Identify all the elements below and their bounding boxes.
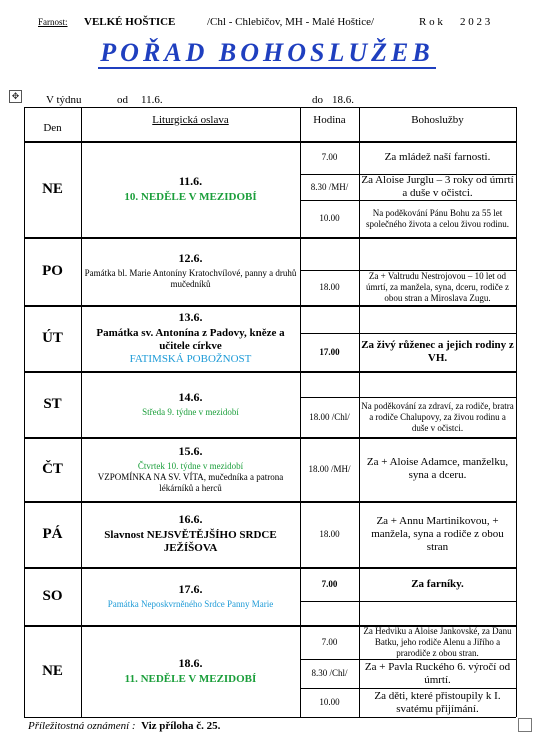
liturgy-date: 14.6. xyxy=(178,389,203,404)
mass-time: 18.00 /Chl/ xyxy=(309,411,350,422)
mass-intention: Za + Annu Martinikovou, + manžela, syna a rodiče z obou stran xyxy=(371,514,504,553)
mass-time: 18.00 xyxy=(319,528,340,539)
liturgy-text: Středa 9. týdne v mezidobí xyxy=(142,406,239,417)
mass-intention xyxy=(359,237,516,270)
mass-intention: Za děti, které přistoupily k I. svatému přijímání. xyxy=(374,689,501,715)
table-border xyxy=(516,371,517,437)
table-border xyxy=(516,625,517,717)
mass-intention xyxy=(359,371,516,397)
day-label: NE xyxy=(42,662,63,679)
column-header-hour: Hodina xyxy=(313,113,346,126)
mass-time: 7.00 xyxy=(321,152,338,162)
mass-time: 18.00 xyxy=(319,282,340,292)
liturgy-text: Slavnost NEJSVĚTĚJŠÍHO SRDCE JEŽÍŠOVA xyxy=(104,529,277,554)
liturgy-cell xyxy=(81,237,300,305)
mass-time: 10.00 xyxy=(319,213,340,223)
table-border xyxy=(24,717,516,718)
liturgy-text: Památka bl. Marie Antoníny Kratochvílové, panny a druhů mučedníků xyxy=(84,268,297,289)
day-label: SO xyxy=(42,587,63,604)
mass-time xyxy=(300,237,359,270)
liturgy-date: 16.6. xyxy=(178,512,203,526)
mass-intention: Za + Aloise Adamce, manželku, syna a dceru. xyxy=(366,456,509,481)
move-handle-icon[interactable]: ✥ xyxy=(9,90,22,103)
week-from-label: od xyxy=(117,94,128,106)
liturgy-cell xyxy=(81,141,300,237)
parish-label: Farnost: xyxy=(38,17,68,27)
year-label: R o k xyxy=(419,16,443,28)
table-border xyxy=(516,567,517,625)
mass-intention xyxy=(359,601,516,625)
column-header-liturgy: Liturgická oslava xyxy=(152,113,229,126)
table-border xyxy=(516,501,517,567)
mass-intention: Za Aloise Jurglu – 3 roky od úmrtí a duše v očistci. xyxy=(361,174,514,199)
mass-intention: Za farníky. xyxy=(411,577,464,590)
mass-time xyxy=(300,601,359,625)
liturgy-date: 11.6. xyxy=(178,173,203,188)
day-label: PO xyxy=(42,262,63,279)
column-header-services: Bohoslužby xyxy=(411,113,464,126)
liturgy-text: Památka Neposkvrněného Srdce Panny Marie xyxy=(107,598,274,609)
checkbox-icon[interactable] xyxy=(518,718,532,732)
mass-time: 7.00 xyxy=(321,636,338,647)
mass-intention: Za mládež naší farnosti. xyxy=(384,151,491,163)
liturgy-cell xyxy=(81,437,300,501)
day-label: ST xyxy=(43,395,62,412)
mass-time: 17.00 xyxy=(319,346,340,357)
mass-intention: Na poděkování Pánu Bohu za 55 let společného života a celou živou rodinu. xyxy=(366,207,509,229)
mass-intention: Za živý růženec a jejich rodiny z VH. xyxy=(361,339,514,364)
liturgy-date: 17.6. xyxy=(178,581,203,596)
table-border xyxy=(516,437,517,501)
mass-time: 8.30 /MH/ xyxy=(310,181,349,192)
week-to-label: do xyxy=(312,94,323,106)
table-border xyxy=(516,237,517,305)
liturgy-date: 15.6. xyxy=(178,443,203,458)
mass-intention: Za Hedviku a Aloise Jankovské, za Danu Batku, jeho rodiče Alenu a Jiřího a prarodiče z obou stran. xyxy=(363,625,512,658)
mass-intention: Na poděkování za zdraví, za rodiče, bratra a rodiče Chalupovy, za živou rodinu a duše v očistci. xyxy=(361,400,514,433)
liturgy-text: Čtvrtek 10. týdne v mezidobí xyxy=(137,460,244,471)
liturgy-text: Památka sv. Antonína z Padovy, kněze a učitele církve xyxy=(96,326,285,352)
mass-intention: Za + Valtrudu Nestrojovou – 10 let od úmrtí, za manžela, syna, dceru, rodiče z obou stran a Miroslava Zugu. xyxy=(366,271,509,303)
mass-time: 7.00 xyxy=(321,578,338,589)
mass-intention: Za + Pavla Ruckého 6. výročí od úmrtí. xyxy=(364,660,511,686)
liturgy-text: VZPOMÍNKA NA SV. VÍTA, mučedníka a patrona lékárníků a herců xyxy=(97,471,284,493)
week-to: 18.6. xyxy=(332,94,354,106)
week-from: 11.6. xyxy=(141,94,163,106)
day-label: ČT xyxy=(42,460,63,477)
liturgy-cell xyxy=(81,567,300,625)
liturgy-cell xyxy=(81,305,300,371)
mass-time: 8.30 /Chl/ xyxy=(311,668,348,678)
liturgy-text: FATIMSKÁ POBOŽNOST xyxy=(129,352,252,365)
liturgy-cell xyxy=(81,501,300,567)
mass-time: 10.00 xyxy=(319,697,340,707)
liturgy-date: 12.6. xyxy=(178,251,203,265)
page-title: POŘAD BOHOSLUŽEB xyxy=(100,38,434,67)
footer-note: Příležitostná oznámení : Viz příloha č. 25. xyxy=(28,720,221,732)
liturgy-text: 11. NEDĚLE V MEZIDOBÍ xyxy=(124,672,257,685)
parish-name: VELKÉ HOŠTICE xyxy=(84,16,176,28)
table-border xyxy=(516,107,517,141)
day-label: NE xyxy=(42,180,63,197)
places: /Chl - Chlebičov, MH - Malé Hoštice/ xyxy=(207,16,375,28)
liturgy-date: 18.6. xyxy=(178,655,203,670)
liturgy-text: 10. NEDĚLE V MEZIDOBÍ xyxy=(124,190,257,203)
table-border xyxy=(516,305,517,371)
week-label: V týdnu xyxy=(46,94,82,106)
day-label: PÁ xyxy=(42,525,63,542)
day-label: ÚT xyxy=(42,329,63,346)
table-border xyxy=(516,141,517,237)
liturgy-cell xyxy=(81,625,300,717)
mass-time xyxy=(300,371,359,397)
liturgy-date: 13.6. xyxy=(178,309,203,324)
liturgy-cell xyxy=(81,371,300,437)
mass-time xyxy=(300,305,359,333)
year: 2 0 2 3 xyxy=(460,16,491,28)
mass-intention xyxy=(359,305,516,333)
column-header-day: Den xyxy=(43,121,62,134)
mass-time: 18.00 /MH/ xyxy=(308,463,351,474)
